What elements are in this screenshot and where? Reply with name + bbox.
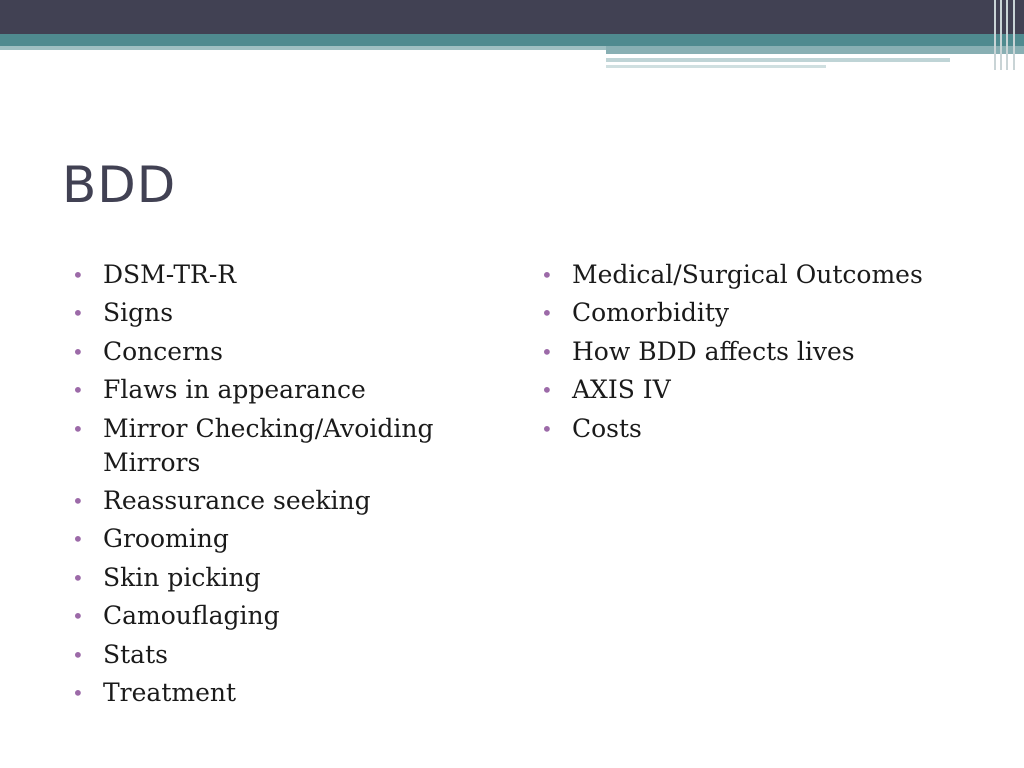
list-item-text: Skin picking	[103, 562, 261, 592]
bullet-icon: •	[541, 301, 553, 326]
bullet-icon: •	[72, 527, 84, 552]
bullet-icon: •	[72, 565, 84, 590]
bullet-icon: •	[72, 680, 84, 705]
bullet-icon: •	[72, 301, 84, 326]
bullet-icon: •	[72, 416, 84, 441]
list-item	[541, 412, 961, 446]
list-item-text: Mirror Checking/Avoiding Mirrors	[103, 413, 434, 477]
bullet-icon: •	[541, 416, 553, 441]
bullet-icon: •	[72, 339, 84, 364]
bullet-icon: •	[72, 604, 84, 629]
list-item-text: Medical/Surgical Outcomes	[572, 260, 923, 289]
bullet-icon: •	[72, 488, 84, 513]
list-item	[72, 638, 472, 672]
list-item	[72, 373, 472, 407]
bullet-icon: •	[72, 378, 84, 403]
header-dark-bar	[0, 0, 1024, 34]
list-item	[72, 335, 472, 369]
bullet-icon: •	[72, 263, 84, 287]
bullet-list-right	[541, 258, 961, 450]
list-item-text: Stats	[103, 639, 168, 669]
list-item	[72, 676, 472, 710]
list-item-text: DSM-TR-R	[103, 260, 237, 289]
bullet-icon: •	[541, 378, 553, 403]
header-light-stripe	[606, 58, 950, 62]
list-item-text: Camouflaging	[103, 601, 280, 631]
bullet-icon: •	[72, 642, 84, 667]
list-item-text: How BDD affects lives	[572, 336, 855, 366]
slide-title: BDD	[62, 156, 177, 214]
header-vertical-stripe	[1013, 0, 1015, 70]
header-teal-bar	[0, 34, 1024, 46]
list-item-text: Costs	[572, 413, 642, 443]
header-vertical-stripe	[1000, 0, 1002, 70]
list-item	[72, 296, 472, 330]
header-vertical-stripe	[994, 0, 996, 70]
bullet-icon: •	[541, 339, 553, 364]
list-item	[72, 599, 472, 633]
list-item-text: Flaws in appearance	[103, 375, 366, 405]
list-item-text: Reassurance seeking	[103, 485, 371, 515]
header-vertical-stripe	[1006, 0, 1008, 70]
list-item	[72, 412, 472, 480]
list-item-text: Comorbidity	[572, 298, 730, 328]
list-item	[541, 335, 961, 369]
list-item	[72, 561, 472, 595]
list-item	[72, 258, 472, 292]
bullet-icon: •	[541, 263, 553, 287]
list-item-text: AXIS IV	[572, 375, 671, 405]
list-item-text: Signs	[103, 298, 174, 328]
list-item	[541, 373, 961, 407]
header-light-stripe	[0, 46, 606, 50]
list-item	[541, 258, 961, 292]
list-item-text: Treatment	[103, 677, 237, 707]
list-item	[72, 484, 472, 518]
header-light-stripe	[606, 46, 1024, 54]
list-item-text: Grooming	[103, 524, 229, 554]
bullet-list-left	[72, 258, 472, 714]
list-item-text: Concerns	[103, 336, 223, 366]
list-item	[72, 522, 472, 556]
list-item	[541, 296, 961, 330]
header-light-stripe	[606, 65, 826, 68]
